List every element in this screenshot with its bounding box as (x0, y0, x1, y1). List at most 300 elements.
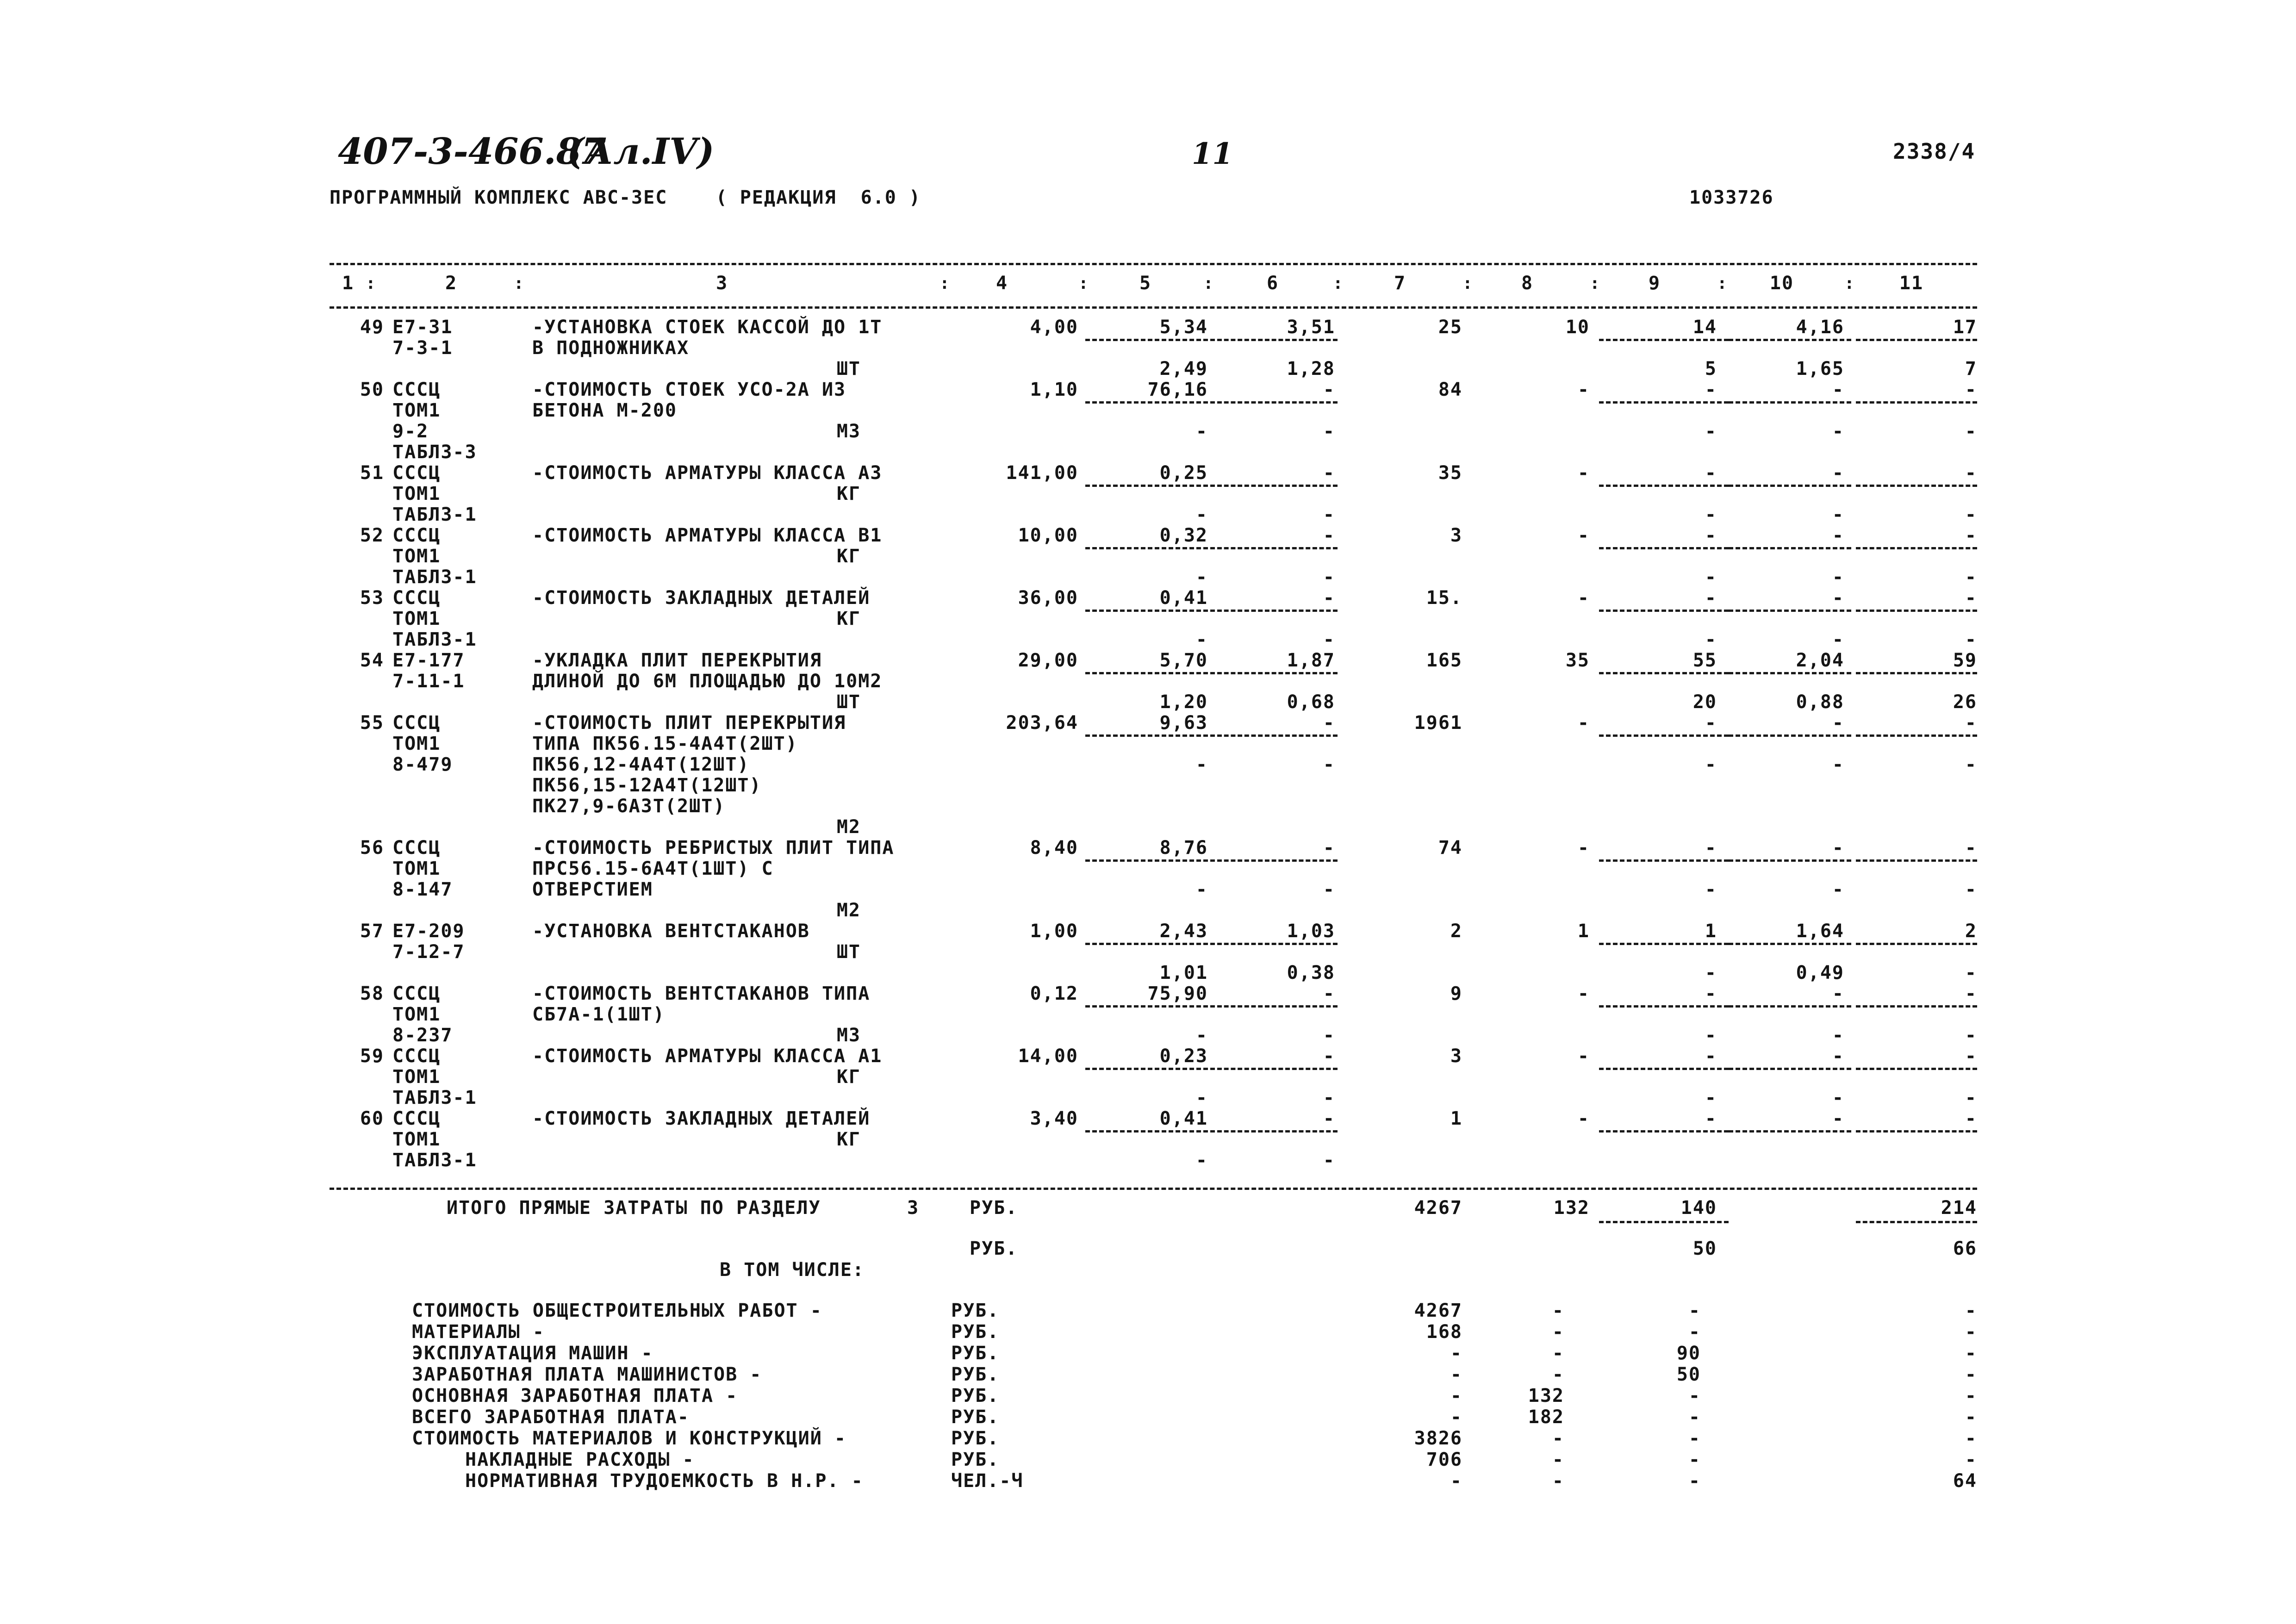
row-number: 58 (360, 983, 384, 1004)
value-c6: 1,28 (1287, 358, 1335, 380)
value-c7: 3 (1450, 1045, 1462, 1067)
value-c5: 8,76 (1159, 837, 1208, 859)
value-c10: - (1832, 504, 1844, 525)
norm-code: ТАБЛ3-1 (392, 504, 477, 525)
value-underline (1729, 859, 1851, 862)
value-underline (1599, 1130, 1729, 1132)
value-c11: - (1965, 1087, 1977, 1108)
value-c8: 10 (1565, 317, 1590, 338)
column-separator: : (1590, 274, 1600, 293)
breakdown-value-c9: - (1688, 1300, 1701, 1321)
column-header: 10 (1769, 273, 1794, 294)
total-unit: РУБ. (970, 1238, 1018, 1259)
row-number: 60 (360, 1108, 384, 1129)
norm-code: Е7-209 (392, 921, 465, 942)
column-separator: : (1333, 274, 1343, 293)
value-c10: - (1832, 1025, 1844, 1046)
row-number: 59 (360, 1045, 384, 1067)
value-underline (1856, 547, 1977, 549)
value-c6: - (1323, 879, 1335, 900)
value-underline (1856, 943, 1977, 945)
unit-of-measure: М2 (836, 816, 861, 838)
value-underline (1217, 859, 1338, 862)
total-unit: РУБ. (970, 1197, 1018, 1219)
quantity-cell: 29,00 (1018, 650, 1078, 671)
value-c10: 4,16 (1796, 317, 1844, 338)
value-c5: - (1195, 421, 1208, 442)
value-underline (1085, 672, 1215, 674)
value-c10: - (1832, 879, 1844, 900)
value-c6: - (1323, 983, 1335, 1004)
value-c8: - (1577, 379, 1590, 400)
value-c6: - (1323, 462, 1335, 484)
value-c8: - (1577, 1045, 1590, 1067)
value-underline (1599, 734, 1729, 737)
work-description: ДЛИНОЙ ДО 6М ПЛОЩАДЬЮ ДО 10М2 (532, 671, 883, 692)
value-c6: - (1323, 566, 1335, 588)
value-c9: - (1705, 587, 1717, 609)
value-c9: - (1705, 566, 1717, 588)
norm-code: СССЦ (392, 1045, 441, 1067)
breakdown-value-c11: - (1965, 1449, 1977, 1470)
value-c11: - (1965, 587, 1977, 609)
row-number: 54 (360, 650, 384, 671)
value-underline (1599, 1221, 1729, 1223)
program-line: ПРОГРАММНЫЙ КОМПЛЕКС АВС-3ЕС ( РЕДАКЦИЯ 6.0 ) (330, 187, 921, 208)
value-underline (1729, 672, 1851, 674)
breakdown-value-c11: 64 (1953, 1470, 1977, 1492)
norm-code: ТОМ1 (392, 546, 441, 567)
value-c6: - (1323, 1025, 1335, 1046)
work-description: -УКЛАДКА ПЛИТ ПЕРЕКРЫТИЯ (532, 650, 822, 671)
value-c11: - (1965, 629, 1977, 650)
value-underline (1085, 547, 1215, 549)
value-c7: 3 (1450, 525, 1462, 546)
value-c5: - (1195, 754, 1208, 775)
total-section: 3 (907, 1197, 920, 1219)
value-c5: 76,16 (1147, 379, 1208, 400)
work-description: -СТОИМОСТЬ ЗАКЛАДНЫХ ДЕТАЛЕЙ (532, 587, 871, 609)
value-c11: - (1965, 525, 1977, 546)
breakdown-value-c11: - (1965, 1406, 1977, 1428)
work-description: -УСТАНОВКА ВЕНТСТАКАНОВ (532, 921, 810, 942)
value-underline (1217, 547, 1338, 549)
breakdown-value-c11: - (1965, 1300, 1977, 1321)
value-underline (1217, 339, 1338, 341)
value-underline (1217, 1130, 1338, 1132)
value-c7: 1 (1450, 1108, 1462, 1129)
value-c5: 0,32 (1159, 525, 1208, 546)
value-c9: - (1705, 1045, 1717, 1067)
column-separator: : (514, 274, 524, 293)
value-c8: - (1577, 712, 1590, 734)
breakdown-value-c9: - (1688, 1385, 1701, 1406)
unit-of-measure: ШТ (836, 358, 861, 380)
value-underline (1217, 401, 1338, 404)
value-underline (1085, 339, 1215, 341)
table-bottom-rule (330, 1188, 1977, 1190)
value-c10: 0,49 (1796, 962, 1844, 983)
norm-code: ТАБЛ3-1 (392, 1150, 477, 1171)
value-underline (1085, 485, 1215, 487)
norm-code: ТАБЛ3-1 (392, 566, 477, 588)
value-c8: - (1577, 837, 1590, 859)
value-c5: - (1195, 504, 1208, 525)
norm-code: 7-3-1 (392, 337, 453, 359)
value-underline (1085, 734, 1215, 737)
work-description: ПРС56.15-6А4Т(1ШТ) С (532, 858, 774, 879)
value-underline (1856, 1221, 1977, 1223)
value-c11: 7 (1965, 358, 1977, 380)
value-c10: - (1832, 1108, 1844, 1129)
value-c11: - (1965, 504, 1977, 525)
total-value-c8: 132 (1553, 1197, 1590, 1219)
breakdown-unit: РУБ. (951, 1321, 1000, 1343)
total-value-c9: 50 (1692, 1238, 1717, 1259)
column-header: 7 (1394, 273, 1406, 294)
value-c6: - (1323, 587, 1335, 609)
value-c11: - (1965, 566, 1977, 588)
column-header: 11 (1899, 273, 1924, 294)
work-description: -СТОИМОСТЬ ПЛИТ ПЕРЕКРЫТИЯ (532, 712, 846, 734)
value-c5: 1,20 (1159, 691, 1208, 713)
total-value-c11: 66 (1953, 1238, 1977, 1259)
work-description: ОТВЕРСТИЕМ (532, 879, 653, 900)
value-c10: - (1832, 983, 1844, 1004)
work-description: ТИПА ПК56.15-4А4Т(2ШТ) (532, 733, 798, 754)
value-c9: 5 (1705, 358, 1717, 380)
value-c8: - (1577, 587, 1590, 609)
value-c8: - (1577, 462, 1590, 484)
value-underline (1729, 1130, 1851, 1132)
work-description: ПК56,15-12А4Т(12ШТ) (532, 775, 762, 796)
value-c7: 84 (1438, 379, 1462, 400)
value-c9: - (1705, 879, 1717, 900)
value-underline (1729, 485, 1851, 487)
quantity-cell: 1,10 (1030, 379, 1078, 400)
value-c11: - (1965, 1045, 1977, 1067)
value-c10: - (1832, 421, 1844, 442)
breakdown-value-c8: - (1552, 1428, 1564, 1449)
value-underline (1085, 1005, 1215, 1008)
work-description: -СТОИМОСТЬ АРМАТУРЫ КЛАССА А3 (532, 462, 883, 484)
document-code: 407-3-466.87 (338, 131, 607, 173)
value-underline (1729, 943, 1851, 945)
value-c5: 0,41 (1159, 1108, 1208, 1129)
breakdown-unit: РУБ. (951, 1449, 1000, 1470)
unit-of-measure: КГ (836, 483, 861, 504)
value-c11: 17 (1953, 317, 1977, 338)
value-c5: 0,41 (1159, 587, 1208, 609)
column-header: 9 (1648, 273, 1661, 294)
value-c10: 1,65 (1796, 358, 1844, 380)
breakdown-unit: РУБ. (951, 1300, 1000, 1321)
value-c5: - (1195, 629, 1208, 650)
unit-of-measure: ШТ (836, 691, 861, 713)
breakdown-label: СТОИМОСТЬ МАТЕРИАЛОВ И КОНСТРУКЦИЙ - (412, 1428, 846, 1449)
unit-of-measure: КГ (836, 546, 861, 567)
value-underline (1599, 547, 1729, 549)
quantity-cell: 8,40 (1030, 837, 1078, 859)
quantity-cell: 1,00 (1030, 921, 1078, 942)
value-c9: - (1705, 1108, 1717, 1129)
value-c11: - (1965, 379, 1977, 400)
value-c10: - (1832, 629, 1844, 650)
work-description: -СТОИМОСТЬ АРМАТУРЫ КЛАССА А1 (532, 1045, 883, 1067)
column-separator: : (1717, 274, 1727, 293)
quantity-cell: 3,40 (1030, 1108, 1078, 1129)
value-c7: 25 (1438, 317, 1462, 338)
breakdown-label: НАКЛАДНЫЕ РАСХОДЫ - (465, 1449, 695, 1470)
value-c10: - (1832, 462, 1844, 484)
breakdown-unit: РУБ. (951, 1428, 1000, 1449)
value-underline (1729, 1005, 1851, 1008)
value-c9: - (1705, 462, 1717, 484)
value-underline (1729, 734, 1851, 737)
norm-code: СССЦ (392, 379, 441, 400)
breakdown-value-c9: - (1688, 1449, 1701, 1470)
value-c11: - (1965, 879, 1977, 900)
value-underline (1217, 672, 1338, 674)
breakdown-value-c8: - (1552, 1449, 1564, 1470)
norm-code: СССЦ (392, 587, 441, 609)
column-separator: : (1078, 274, 1089, 293)
breakdown-value-c9: - (1688, 1428, 1701, 1449)
value-c5: 1,01 (1159, 962, 1208, 983)
value-c10: - (1832, 712, 1844, 734)
breakdown-value-c8: - (1552, 1470, 1564, 1492)
value-c5: 9,63 (1159, 712, 1208, 734)
value-c11: - (1965, 1025, 1977, 1046)
breakdown-value-c8: - (1552, 1364, 1564, 1385)
value-c11: - (1965, 837, 1977, 859)
value-c6: - (1323, 379, 1335, 400)
norm-code: СССЦ (392, 983, 441, 1004)
breakdown-value-c9: - (1688, 1406, 1701, 1428)
norm-code: СССЦ (392, 837, 441, 859)
value-c11: - (1965, 983, 1977, 1004)
including-label: В ТОМ ЧИСЛЕ: (720, 1259, 865, 1281)
quantity-cell: 36,00 (1018, 587, 1078, 609)
value-underline (1856, 1130, 1977, 1132)
value-underline (1217, 485, 1338, 487)
value-underline (1856, 672, 1977, 674)
value-c10: 0,88 (1796, 691, 1844, 713)
total-label: ИТОГО ПРЯМЫЕ ЗАТРАТЫ ПО РАЗДЕЛУ (447, 1197, 821, 1219)
value-underline (1856, 1005, 1977, 1008)
value-underline (1856, 734, 1977, 737)
breakdown-value-c8: - (1552, 1321, 1564, 1343)
column-header: 1 (342, 273, 355, 294)
norm-code: Е7-31 (392, 317, 453, 338)
value-c10: 2,04 (1796, 650, 1844, 671)
value-underline (1599, 401, 1729, 404)
quantity-cell: 0,12 (1030, 983, 1078, 1004)
value-c6: 3,51 (1287, 317, 1335, 338)
value-c11: - (1965, 1108, 1977, 1129)
value-underline (1217, 1005, 1338, 1008)
value-c6: - (1323, 1108, 1335, 1129)
value-c5: 0,23 (1159, 1045, 1208, 1067)
column-header: 4 (996, 273, 1008, 294)
unit-of-measure: КГ (836, 1066, 861, 1088)
value-c9: - (1705, 421, 1717, 442)
quantity-cell: 10,00 (1018, 525, 1078, 546)
value-c6: - (1323, 525, 1335, 546)
column-separator: : (1462, 274, 1473, 293)
value-c9: - (1705, 962, 1717, 983)
breakdown-value-c7: 706 (1426, 1449, 1462, 1470)
norm-code: 9-2 (392, 421, 429, 442)
value-underline (1729, 401, 1851, 404)
breakdown-value-c7: - (1450, 1364, 1462, 1385)
value-underline (1085, 610, 1215, 612)
value-c5: 5,70 (1159, 650, 1208, 671)
breakdown-label: ОСНОВНАЯ ЗАРАБОТНАЯ ПЛАТА - (412, 1385, 738, 1406)
work-description: СБ7А-1(1ШТ) (532, 1004, 665, 1025)
work-description: ПК56,12-4А4Т(12ШТ) (532, 754, 750, 775)
value-c9: 1 (1705, 921, 1717, 942)
value-c6: - (1323, 629, 1335, 650)
breakdown-value-c9: 90 (1676, 1343, 1701, 1364)
norm-code: ТОМ1 (392, 1066, 441, 1088)
total-value-c7: 4267 (1414, 1197, 1462, 1219)
row-number: 52 (360, 525, 384, 546)
value-c6: 0,38 (1287, 962, 1335, 983)
norm-code: 7-12-7 (392, 941, 465, 963)
value-c10: - (1832, 1087, 1844, 1108)
breakdown-value-c8: 182 (1528, 1406, 1564, 1428)
value-c11: - (1965, 712, 1977, 734)
work-description: -СТОИМОСТЬ ВЕНТСТАКАНОВ ТИПА (532, 983, 871, 1004)
breakdown-value-c9: - (1688, 1470, 1701, 1492)
document-id: 1033726 (1689, 187, 1774, 208)
value-c7: 74 (1438, 837, 1462, 859)
value-underline (1217, 943, 1338, 945)
breakdown-value-c7: - (1450, 1343, 1462, 1364)
value-c7: 1961 (1414, 712, 1462, 734)
breakdown-value-c9: 50 (1676, 1364, 1701, 1385)
value-c9: 14 (1692, 317, 1717, 338)
row-number: 57 (360, 921, 384, 942)
value-c6: - (1323, 712, 1335, 734)
value-c9: - (1705, 1025, 1717, 1046)
total-value-c11: 214 (1941, 1197, 1977, 1219)
column-separator: : (366, 274, 376, 293)
value-underline (1599, 1068, 1729, 1070)
value-c10: - (1832, 587, 1844, 609)
value-c7: 9 (1450, 983, 1462, 1004)
breakdown-label: ЗАРАБОТНАЯ ПЛАТА МАШИНИСТОВ - (412, 1364, 762, 1385)
column-header: 6 (1266, 273, 1279, 294)
column-header: 8 (1521, 273, 1534, 294)
value-c6: - (1323, 754, 1335, 775)
value-underline (1085, 943, 1215, 945)
value-c8: 35 (1565, 650, 1590, 671)
value-c7: 15. (1426, 587, 1462, 609)
value-c5: 2,43 (1159, 921, 1208, 942)
breakdown-value-c7: - (1450, 1406, 1462, 1428)
value-c9: - (1705, 1087, 1717, 1108)
norm-code: ТОМ1 (392, 608, 441, 629)
value-c9: 55 (1692, 650, 1717, 671)
breakdown-value-c11: - (1965, 1385, 1977, 1406)
work-description: -СТОИМОСТЬ РЕБРИСТЫХ ПЛИТ ТИПА (532, 837, 895, 859)
work-description: -СТОИМОСТЬ АРМАТУРЫ КЛАССА В1 (532, 525, 883, 546)
value-underline (1217, 734, 1338, 737)
value-c5: 75,90 (1147, 983, 1208, 1004)
norm-code: ТАБЛ3-1 (392, 1087, 477, 1108)
value-c9: 20 (1692, 691, 1717, 713)
breakdown-value-c8: 132 (1528, 1385, 1564, 1406)
value-c11: 2 (1965, 921, 1977, 942)
value-c11: - (1965, 962, 1977, 983)
value-c10: - (1832, 379, 1844, 400)
quantity-cell: 4,00 (1030, 317, 1078, 338)
value-underline (1856, 485, 1977, 487)
value-c10: - (1832, 566, 1844, 588)
value-underline (1599, 339, 1729, 341)
column-header: 5 (1139, 273, 1152, 294)
value-c9: - (1705, 754, 1717, 775)
breakdown-value-c11: - (1965, 1321, 1977, 1343)
value-underline (1856, 610, 1977, 612)
row-number: 50 (360, 379, 384, 400)
breakdown-value-c11: - (1965, 1364, 1977, 1385)
breakdown-value-c8: - (1552, 1343, 1564, 1364)
value-c8: - (1577, 525, 1590, 546)
breakdown-unit: ЧЕЛ.-Ч (951, 1470, 1024, 1492)
row-number: 56 (360, 837, 384, 859)
value-underline (1729, 547, 1851, 549)
value-c11: - (1965, 754, 1977, 775)
value-c5: - (1195, 566, 1208, 588)
value-c6: - (1323, 1045, 1335, 1067)
norm-code: 8-147 (392, 879, 453, 900)
value-c9: - (1705, 525, 1717, 546)
value-underline (1085, 859, 1215, 862)
value-c9: - (1705, 629, 1717, 650)
norm-code: ТОМ1 (392, 400, 441, 421)
value-c5: 0,25 (1159, 462, 1208, 484)
work-description: БЕТОНА М-200 (532, 400, 677, 421)
table-header-rule (330, 306, 1977, 309)
breakdown-value-c7: 168 (1426, 1321, 1462, 1343)
value-underline (1599, 610, 1729, 612)
work-description: -СТОИМОСТЬ СТОЕК УСО-2А ИЗ (532, 379, 846, 400)
value-c6: 1,03 (1287, 921, 1335, 942)
value-c11: - (1965, 462, 1977, 484)
value-c9: - (1705, 712, 1717, 734)
total-value-c9: 140 (1680, 1197, 1717, 1219)
value-underline (1729, 1068, 1851, 1070)
value-underline (1599, 943, 1729, 945)
breakdown-label: ВСЕГО ЗАРАБОТНАЯ ПЛАТА- (412, 1406, 690, 1428)
value-underline (1217, 610, 1338, 612)
breakdown-value-c11: - (1965, 1343, 1977, 1364)
value-underline (1217, 1068, 1338, 1070)
value-c6: 1,87 (1287, 650, 1335, 671)
quantity-cell: 14,00 (1018, 1045, 1078, 1067)
column-separator: : (940, 274, 950, 293)
breakdown-label: МАТЕРИАЛЫ - (412, 1321, 545, 1343)
breakdown-value-c11: - (1965, 1428, 1977, 1449)
table-top-rule (330, 263, 1977, 265)
value-c5: - (1195, 1025, 1208, 1046)
value-underline (1856, 339, 1977, 341)
norm-code: 7-11-1 (392, 671, 465, 692)
breakdown-label: СТОИМОСТЬ ОБЩЕСТРОИТЕЛЬНЫХ РАБОТ - (412, 1300, 822, 1321)
